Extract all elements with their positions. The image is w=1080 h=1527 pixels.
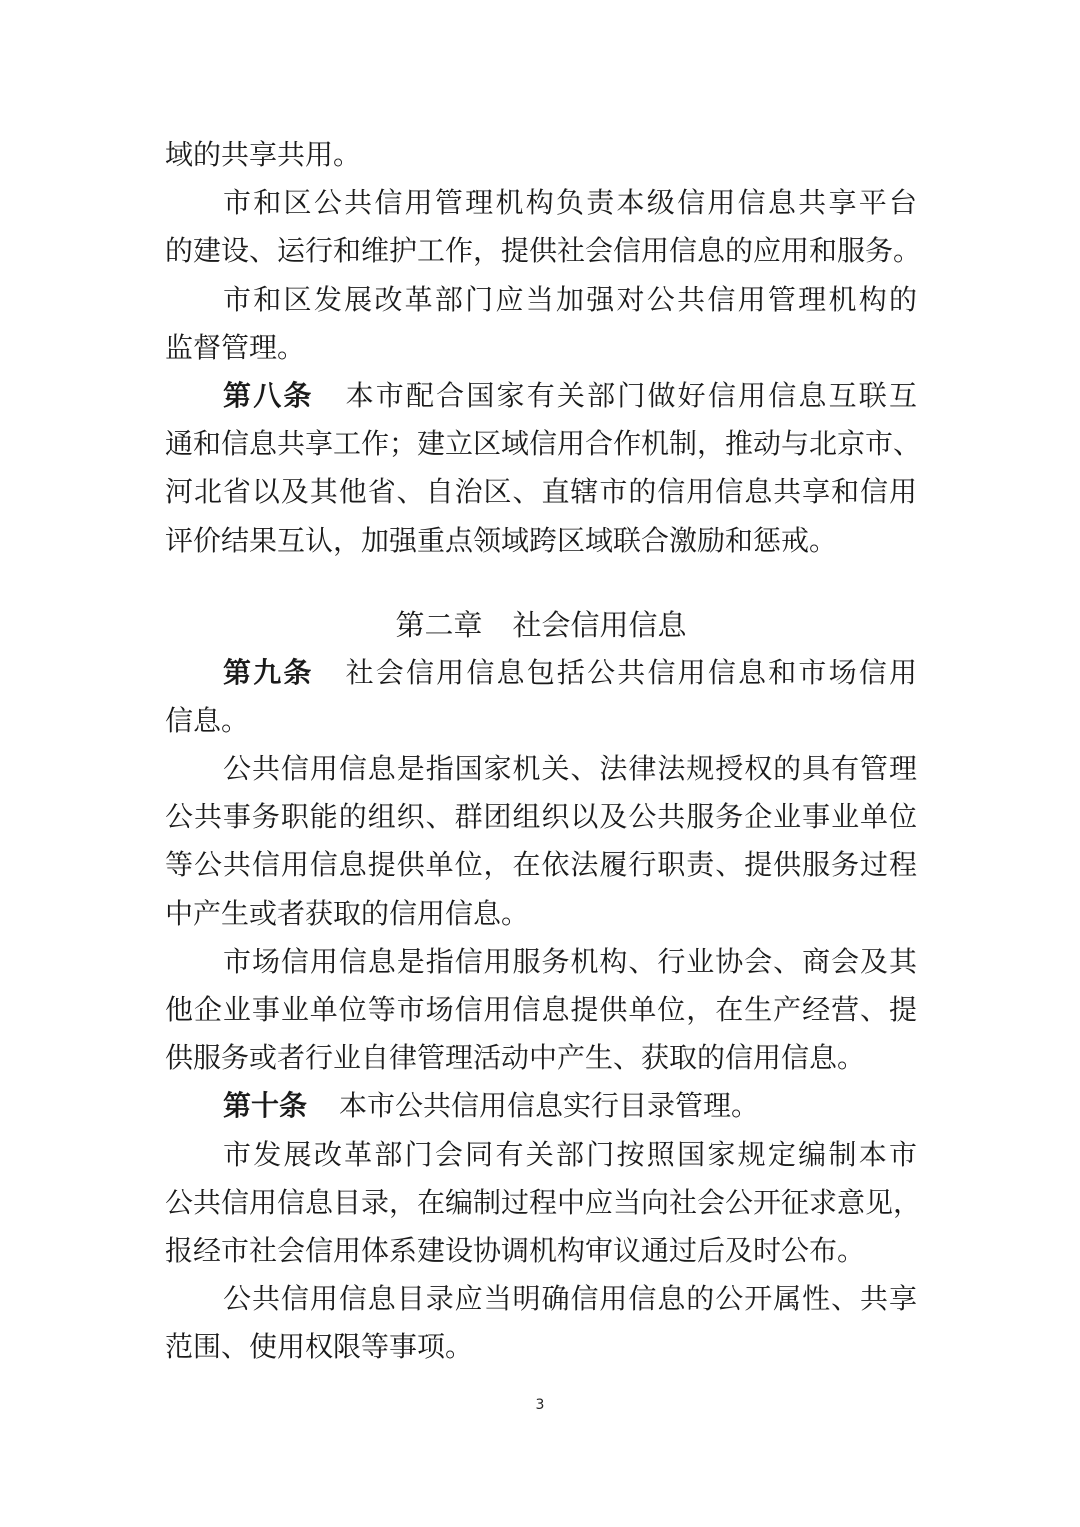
document-body [165, 131, 922, 1372]
article-9-first-line [165, 649, 917, 697]
paragraph-line: 他企业事业单位等市场信用信息提供单位，在生产经营、提 [165, 993, 917, 1026]
paragraph-line: 监督管理。 [165, 330, 306, 364]
paragraph-line: 公共信用信息目录应当明确信用信息的公开属性、共享 [223, 1282, 917, 1316]
paragraph-line: 中产生或者获取的信用信息。 [165, 896, 530, 930]
article-10-text: 本市公共信用信息实行目录管理。 [339, 1089, 760, 1123]
paragraph-line: 河北省以及其他省、自治区、直辖市的信用信息共享和信用 [165, 475, 917, 509]
paragraph-line: 公共信用信息是指国家机关、法律法规授权的具有管理 [223, 752, 917, 786]
paragraph-line: 信息。 [165, 703, 250, 737]
chapter-title: 社会信用信息 [512, 607, 687, 642]
paragraph-line: 等公共信用信息提供单位，在依法履行职责、提供服务过程 [165, 848, 917, 882]
article-8-label: 第八条 [223, 378, 314, 412]
paragraph-line: 公共事务职能的组织、群团组织以及公共服务企业事业单位 [165, 800, 917, 834]
article-8-first-line [165, 372, 917, 420]
page-number: 3 [535, 1397, 545, 1413]
article-9-label: 第九条 [223, 655, 314, 689]
paragraph-line: 通和信息共享工作；建立区域信用合作机制，推动与北京市、 [165, 427, 922, 461]
paragraph-line: 评价结果互认，加强重点领域跨区域联合激励和惩戒。 [165, 523, 838, 557]
paragraph-line: 市场信用信息是指信用服务机构、行业协会、商会及其 [223, 944, 917, 978]
paragraph-line: 公共信用信息目录，在编制过程中应当向社会公开征求意见， [165, 1185, 922, 1219]
article-10-label: 第十条 [223, 1089, 308, 1123]
chapter-heading [165, 601, 917, 649]
paragraph-line: 供服务或者行业自律管理活动中产生、获取的信用信息。 [165, 1041, 866, 1075]
paragraph-line: 域的共享共用。 [165, 138, 362, 171]
article-8-text: 本市配合国家有关部门做好信用信息互联互 [345, 378, 917, 412]
article-9-text: 社会信用信息包括公共信用信息和市场信用 [345, 655, 917, 689]
paragraph-line: 市发展改革部门会同有关部门按照国家规定编制本市 [223, 1137, 917, 1171]
paragraph-line: 市和区发展改革部门应当加强对公共信用管理机构的 [223, 282, 917, 316]
article-10-first-line [165, 1082, 917, 1130]
paragraph-line: 市和区公共信用管理机构负责本级信用信息共享平台 [223, 186, 917, 220]
paragraph-line: 的建设、运行和维护工作，提供社会信用信息的应用和服务。 [165, 234, 922, 268]
chapter-number: 第二章 [395, 607, 483, 642]
paragraph-line: 报经市社会信用体系建设协调机构审议通过后及时公布。 [165, 1233, 866, 1267]
paragraph-line: 范围、使用权限等事项。 [165, 1330, 474, 1364]
